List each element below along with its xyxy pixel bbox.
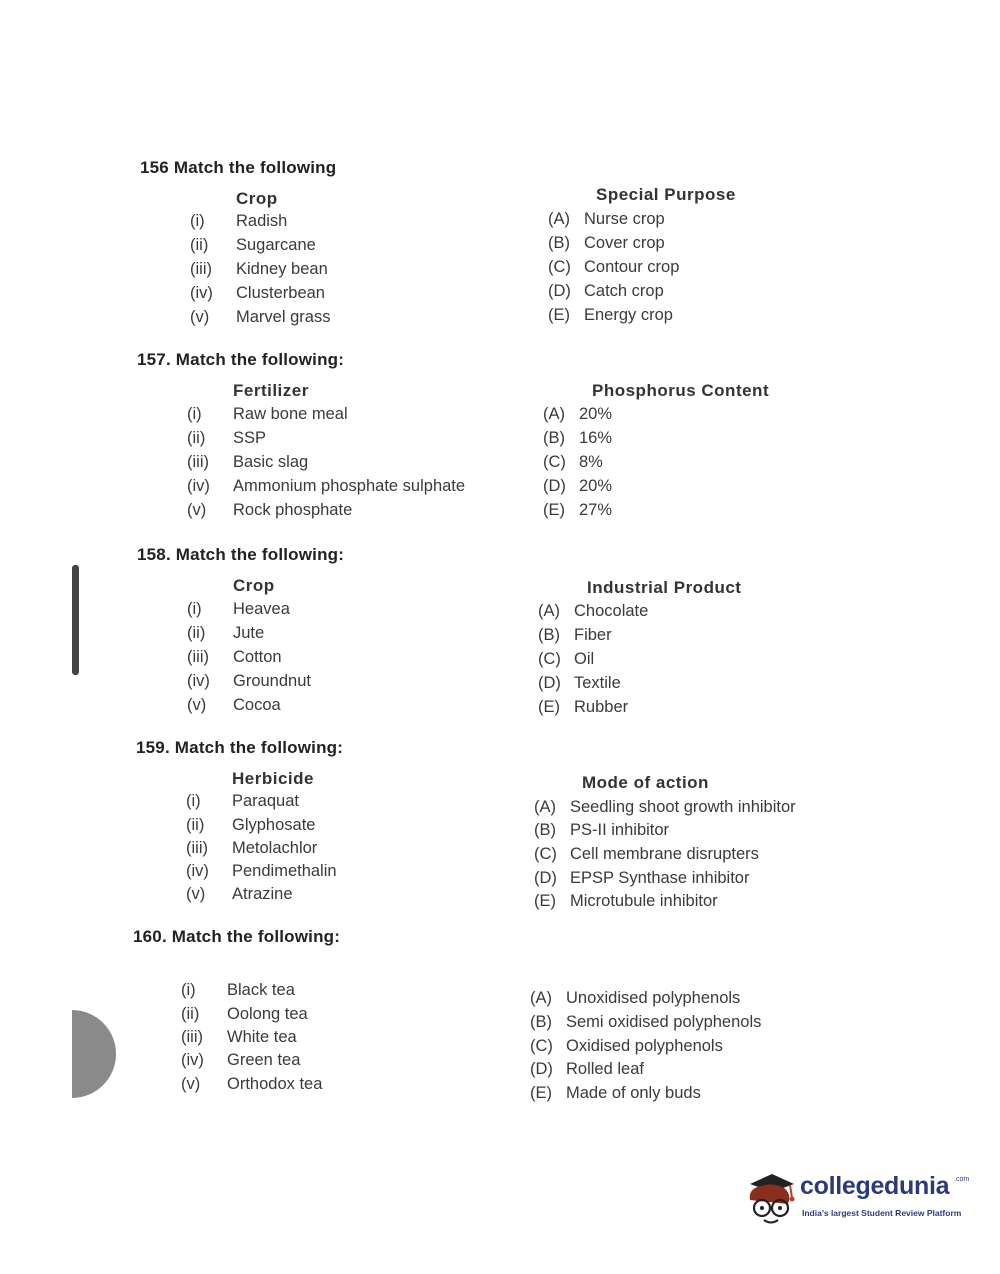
left-column-header: Crop [236, 189, 278, 208]
left-item: (iii) White tea [181, 1028, 297, 1046]
scan-edge-mark [72, 565, 79, 675]
question-title: 157. Match the following: [137, 350, 345, 369]
left-item: (iv) Ammonium phosphate sulphate [187, 477, 466, 495]
logo-tagline: India's largest Student Review Platform [802, 1208, 962, 1218]
left-column-header: Herbicide [232, 769, 314, 788]
left-item: (ii) Jute [187, 624, 265, 642]
right-item: (D) Catch crop [548, 282, 664, 300]
left-item: (v) Rock phosphate [187, 501, 353, 519]
question-title: 156 Match the following [140, 158, 337, 177]
left-item: (ii) Sugarcane [190, 236, 316, 254]
left-item: (ii) Glyphosate [186, 816, 316, 834]
right-column-header: Special Purpose [596, 185, 736, 204]
right-item: (E) Microtubule inhibitor [534, 892, 718, 910]
right-item: (B) Fiber [538, 626, 612, 644]
logo-wordmark: collegedunia [800, 1172, 950, 1200]
right-item: (D) EPSP Synthase inhibitor [534, 869, 750, 887]
right-item: (C) 8% [543, 453, 603, 471]
left-item: (ii) SSP [187, 429, 267, 447]
right-item: (A) Seedling shoot growth inhibitor [534, 798, 796, 816]
right-item: (C) Oil [538, 650, 595, 668]
left-column-header: Fertilizer [233, 381, 309, 400]
left-item: (iv) Pendimethalin [186, 862, 337, 880]
left-item: (iii) Basic slag [187, 453, 309, 471]
left-item: (i) Paraquat [186, 792, 299, 810]
left-item: (i) Raw bone meal [187, 405, 348, 423]
right-item: (C) Contour crop [548, 258, 680, 276]
mascot-icon [742, 1170, 798, 1230]
right-item: (C) Oxidised polyphenols [530, 1037, 723, 1055]
right-item: (A) 20% [543, 405, 613, 423]
scan-edge-shadow [72, 1010, 116, 1098]
left-item: (iv) Groundnut [187, 672, 311, 690]
right-item: (A) Unoxidised polyphenols [530, 989, 741, 1007]
left-item: (i) Radish [190, 212, 288, 230]
left-item: (ii) Oolong tea [181, 1005, 308, 1023]
left-item: (iii) Cotton [187, 648, 282, 666]
left-item: (iv) Clusterbean [190, 284, 325, 302]
right-item: (E) Energy crop [548, 306, 673, 324]
left-item: (v) Marvel grass [190, 308, 331, 326]
question-title: 159. Match the following: [136, 738, 344, 757]
left-item: (iii) Kidney bean [190, 260, 328, 278]
right-item: (B) 16% [543, 429, 613, 447]
right-item: (A) Nurse crop [548, 210, 665, 228]
left-item: (i) Black tea [181, 981, 295, 999]
question-title: 158. Match the following: [137, 545, 345, 564]
left-item: (i) Heavea [187, 600, 290, 618]
right-item: (B) Cover crop [548, 234, 665, 252]
right-item: (A) Chocolate [538, 602, 649, 620]
right-column-header: Industrial Product [587, 578, 742, 597]
left-item: (iv) Green tea [181, 1051, 301, 1069]
left-item: (iii) Metolachlor [186, 839, 318, 857]
right-item: (C) Cell membrane disrupters [534, 845, 759, 863]
right-item: (D) Rolled leaf [530, 1060, 644, 1078]
right-column-header: Mode of action [582, 773, 709, 792]
collegedunia-logo [742, 1170, 982, 1234]
logo-suffix: .com [954, 1176, 970, 1183]
left-item: (v) Cocoa [187, 696, 281, 714]
left-column-header: Crop [233, 576, 275, 595]
right-column-header: Phosphorus Content [592, 381, 770, 400]
question-title: 160. Match the following: [133, 927, 341, 946]
left-item: (v) Orthodox tea [181, 1075, 323, 1093]
right-item: (E) Rubber [538, 698, 629, 716]
right-item: (B) Semi oxidised polyphenols [530, 1013, 762, 1031]
right-item: (D) Textile [538, 674, 621, 692]
right-item: (B) PS-II inhibitor [534, 821, 670, 839]
right-item: (E) Made of only buds [530, 1084, 701, 1102]
left-item: (v) Atrazine [186, 885, 293, 903]
right-item: (D) 20% [543, 477, 613, 495]
right-item: (E) 27% [543, 501, 613, 519]
